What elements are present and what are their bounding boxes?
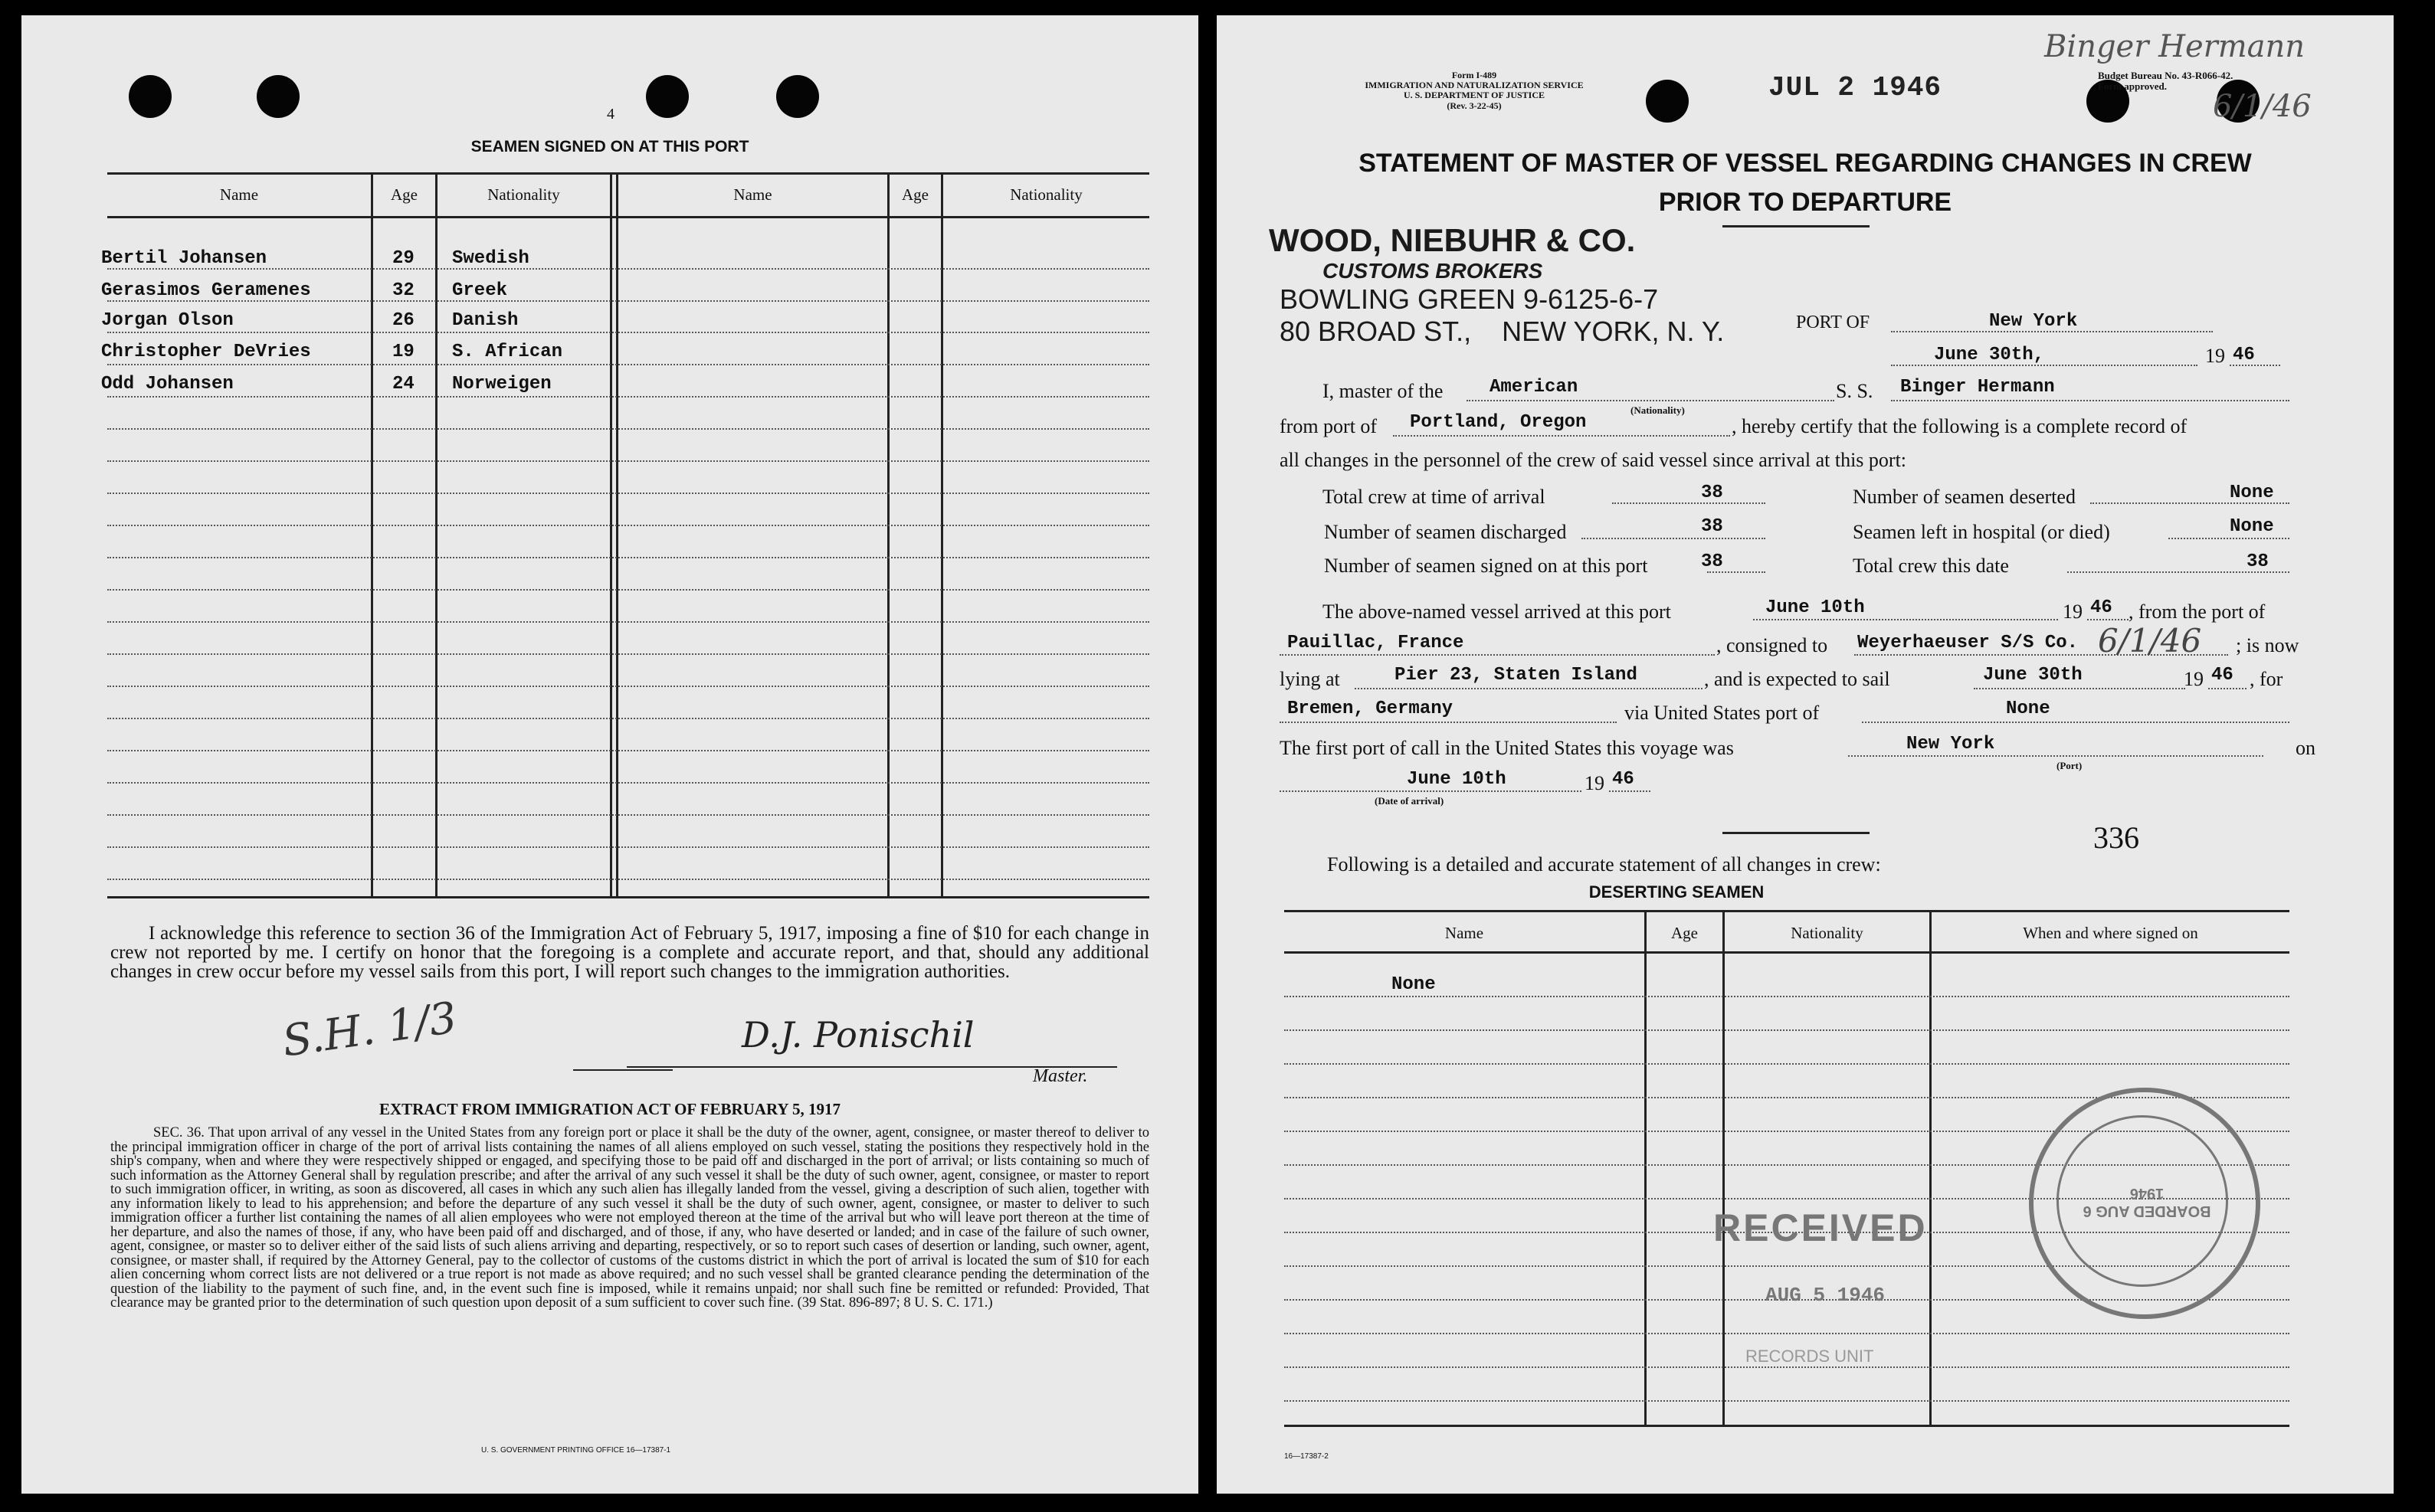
boarding-circle-stamp — [2029, 1088, 2260, 1319]
seamen-hospital: None — [2230, 516, 2274, 537]
extract-title: EXTRACT FROM IMMIGRATION ACT OF FEBRUARY 5, 1917 — [379, 1100, 841, 1118]
master-of-label: I, master of the — [1322, 380, 1444, 402]
agency-name: IMMIGRATION AND NATURALIZATION SERVICE — [1365, 80, 1584, 91]
form-title-line-2: PRIOR TO DEPARTURE — [1658, 188, 1952, 217]
form-title-line-1: STATEMENT OF MASTER OF VESSEL REGARDING CHANGES IN CREW — [1358, 149, 2252, 178]
port-caption: (Port) — [2056, 760, 2083, 771]
seaman-age: 19 — [392, 342, 415, 362]
reference-number: 336 — [2093, 820, 2139, 855]
deserting-header-nationality: Nationality — [1791, 924, 1863, 942]
signed-on-label: Number of seamen signed on at this port — [1324, 555, 1648, 577]
certify-text-2: all changes in the personnel of the crew of said vessel since arrival at this port: — [1280, 449, 1907, 471]
handwritten-mark: 6/1/46 — [2098, 622, 2202, 659]
master-label: Master. — [1033, 1066, 1088, 1086]
received-stamp: RECEIVED — [1713, 1206, 1928, 1249]
deserting-header-signed-on: When and where signed on — [2023, 924, 2198, 942]
date-received-stamp: JUL 2 1946 — [1768, 72, 1942, 103]
seaman-nationality: S. African — [452, 342, 563, 362]
deserted-label: Number of seamen deserted — [1853, 486, 2076, 508]
seaman-nationality: Greek — [452, 280, 508, 301]
seaman-nationality: Norweigen — [452, 374, 552, 394]
budget-bureau-number: Budget Bureau No. 43-R066-42. — [2098, 70, 2233, 81]
on-text: on — [2296, 737, 2315, 759]
received-date: AUG 5 1946 — [1765, 1284, 1886, 1307]
date-caption: (Date of arrival) — [1375, 795, 1444, 807]
arrived-text: The above-named vessel arrived at this port — [1322, 601, 1671, 623]
seaman-age: 29 — [392, 248, 415, 269]
vessel-nationality: American — [1490, 377, 1578, 398]
port-value: New York — [1989, 311, 2078, 332]
acknowledgement-text: I acknowledge this reference to section 36 of the Immigration Act of February 5, 1917, imposing a fine of $10 for each change in crew not reported by me. I certify on honor that the foregoing is a complete and accurate report, and that, should any additional changes in crew occur before my vessel sails from this port, I will report such changes to the immigration authorities. — [110, 923, 1149, 982]
punch-hole — [646, 75, 689, 118]
broker-stamp — [1269, 222, 1724, 348]
extract-text: SEC. 36. That upon arrival of any vessel in the United States from any foreign port or place it shall be the duty of the owner, agent, consignee, or master thereof to deliver to the principal immigration officer in charge of the port of arrival lists containing the names of all aliens employed on such vessel, stating the positions they respectively hold in the ship's company, when and where they were respectively shipped or engaged, and specifying those to be paid off and discharged in the port of arrival; or lists containing so much of such information as the Attorney General shall by regulation prescribe; and after the arrival of any such vessel it shall be the duty of such owner, agent, consignee, or master to report to such immigration officer, in writing, as soon as discovered, all cases in which any such alien has illegally landed from the vessel, giving a description of such alien, together with any information likely to lead to his apprehension; and before the departure of any such vessel it shall be the duty of such owner, agent, consignee, or master to deliver to such immigration officer a further list containing the names of all alien employees who were not employed thereon at the time of the arrival but who will leave port thereon at the time of her departure, and also the names of those, if any, who have been paid off and discharged, and of those, if any, who have deserted or landed; and in case of the failure of such owner, agent, consignee, or master so to deliver either of the said lists of such aliens arriving and departing, respectively, or so to report such cases of desertion or landing, such owner, agent, consignee, or master shall, if required by the Attorney General, pay to the collector of customs of the customs district in which the port of arrival is located the sum of $10 for each alien concerning whom correct lists are not delivered or a true report is not made as above required; and no such vessel shall be granted clearance pending the determination of the question of the liability to the payment of such fine, and, in the event such fine is imposed, while it remains unpaid; nor shall such fine be remitted or refunded: Provided, That clearance may be granted prior to the determination of such question upon deposit of a sum sufficient to cover such fine. (39 Stat. 896-897; 8 U. S. C. 171.) — [110, 1125, 1149, 1311]
left-page — [21, 15, 1198, 1494]
printer-imprint: U. S. GOVERNMENT PRINTING OFFICE 16—17387-1 — [481, 1446, 671, 1455]
broker-city: NEW YORK, N. Y. — [1502, 316, 1725, 347]
col-header-nationality: Nationality — [487, 185, 560, 204]
from-port-value: Portland, Oregon — [1410, 412, 1587, 433]
broker-address — [1280, 316, 1724, 348]
form-number: Form I-489 — [1451, 70, 1497, 80]
seaman-name: Jorgan Olson — [101, 310, 234, 331]
total-crew-arrival: 38 — [1701, 483, 1723, 503]
deserting-title: DESERTING SEAMEN — [1588, 882, 1765, 902]
year-prefix: 19 — [2205, 345, 2225, 367]
lying-at-text: lying at — [1280, 668, 1340, 690]
year-prefix: 19 — [2063, 601, 2083, 623]
right-page — [1217, 15, 2394, 1494]
broker-street: 80 BROAD ST., — [1280, 316, 1472, 347]
circle-stamp-text: BOARDED AUG 6 1946 — [2083, 1185, 2211, 1219]
statement-date: June 30th, — [1934, 345, 2045, 365]
page-number: 4 — [607, 106, 614, 123]
hospital-label: Seamen left in hospital (or died) — [1853, 521, 2110, 543]
department-name: U. S. DEPARTMENT OF JUSTICE — [1403, 90, 1545, 101]
broker-subtitle: CUSTOMS BROKERS — [1322, 259, 1543, 283]
expected-text: , and is expected to sail — [1704, 668, 1890, 690]
certify-text: , hereby certify that the following is a complete record of — [1732, 415, 2188, 437]
following-text: Following is a detailed and accurate statement of all changes in crew: — [1327, 853, 1881, 875]
seaman-name: Bertil Johansen — [101, 248, 267, 269]
via-text: via United States port of — [1624, 702, 1820, 724]
lying-at-value: Pier 23, Staten Island — [1394, 665, 1637, 686]
punch-hole — [1646, 80, 1689, 123]
seamen-deserted: None — [2230, 483, 2274, 503]
budget-bureau — [2098, 70, 2233, 93]
seaman-nationality: Swedish — [452, 248, 529, 269]
origin-port: Pauillac, France — [1287, 633, 1464, 653]
deserting-entry: None — [1391, 974, 1436, 995]
nationality-caption: (Nationality) — [1630, 404, 1685, 416]
sail-year: 46 — [2211, 665, 2233, 686]
year-prefix: 19 — [1585, 772, 1604, 794]
from-port-label: from port of — [1280, 415, 1378, 437]
arrival-date: June 10th — [1765, 597, 1865, 618]
seaman-nationality: Danish — [452, 310, 519, 331]
consignee: Weyerhaeuser S/S Co. — [1857, 633, 2079, 653]
printer-imprint: 16—17387-2 — [1284, 1452, 1329, 1461]
statement-year: 46 — [2233, 345, 2255, 365]
first-port-value: New York — [1906, 734, 1995, 754]
handwritten-initials: S.H. 1/3 — [279, 993, 460, 1067]
seaman-name: Odd Johansen — [101, 374, 234, 394]
first-port-date: June 10th — [1407, 769, 1506, 790]
destination: Bremen, Germany — [1287, 699, 1453, 719]
discharged-label: Number of seamen discharged — [1324, 521, 1567, 543]
form-revision: (Rev. 3-22-45) — [1447, 100, 1502, 111]
col-header-name: Name — [733, 185, 772, 204]
is-now-text: ; is now — [2236, 634, 2299, 656]
year-prefix: 19 — [2184, 668, 2204, 690]
total-crew-arrival-label: Total crew at time of arrival — [1322, 486, 1545, 508]
via-port: None — [2006, 699, 2050, 719]
from-the-port-text: , from the port of — [2129, 601, 2266, 623]
form-approved: Form approved. — [2098, 80, 2168, 93]
first-port-text: The first port of call in the United States this voyage was — [1280, 737, 1734, 759]
consigned-text: , consigned to — [1716, 634, 1828, 656]
punch-hole — [129, 75, 172, 118]
col-header-age: Age — [902, 185, 929, 204]
for-text: , for — [2250, 668, 2283, 690]
seamen-signed-on: 38 — [1701, 551, 1723, 572]
broker-phone: BOWLING GREEN 9-6125-6-7 — [1280, 283, 1659, 315]
section-title: SEAMEN SIGNED ON AT THIS PORT — [470, 138, 749, 155]
broker-name: WOOD, NIEBUHR & CO. — [1269, 222, 1636, 258]
col-header-name: Name — [219, 185, 259, 204]
seaman-name: Christopher DeVries — [101, 342, 311, 362]
deserting-header-name: Name — [1444, 924, 1484, 942]
records-unit: RECORDS UNIT — [1745, 1347, 1874, 1366]
col-header-age: Age — [391, 185, 418, 204]
first-port-year: 46 — [1612, 769, 1634, 790]
deserting-header-age: Age — [1671, 924, 1698, 942]
form-title — [1217, 144, 2394, 222]
punch-hole — [776, 75, 819, 118]
master-signature: D.J. Ponischil — [742, 1014, 975, 1055]
arrival-year: 46 — [2090, 597, 2112, 618]
col-header-nationality: Nationality — [1010, 185, 1083, 204]
seaman-name: Gerasimos Geramenes — [101, 280, 311, 301]
seamen-discharged: 38 — [1701, 516, 1723, 537]
seaman-age: 24 — [392, 374, 415, 394]
punch-hole — [257, 75, 300, 118]
total-crew-date: 38 — [2247, 551, 2269, 572]
handwritten-vessel-name: Binger Hermann — [2044, 29, 2306, 64]
form-header — [1332, 70, 1617, 111]
total-crew-date-label: Total crew this date — [1853, 555, 2009, 577]
vessel-name: Binger Hermann — [1900, 377, 2055, 398]
seaman-age: 26 — [392, 310, 415, 331]
handwritten-date: 6/1/46 — [2213, 89, 2312, 124]
seaman-age: 32 — [392, 280, 415, 301]
sail-date: June 30th — [1983, 665, 2083, 686]
port-of-label: PORT OF — [1796, 313, 1870, 332]
ss-label: S. S. — [1836, 380, 1873, 402]
